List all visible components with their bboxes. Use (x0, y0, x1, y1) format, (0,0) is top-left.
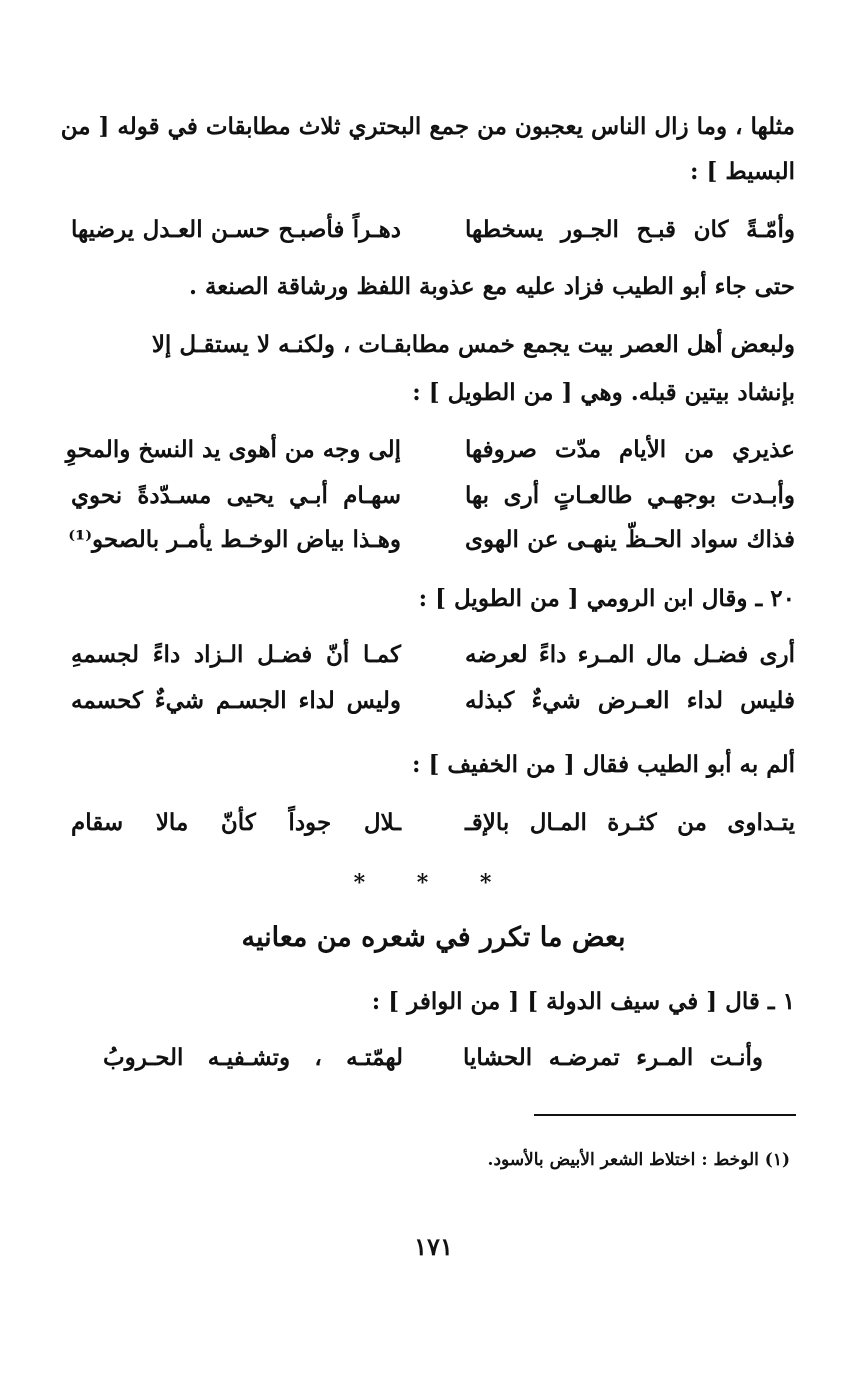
section-20-heading: ٢٠ ـ وقال ابن الرومي [ من الطويل ] : (418, 585, 795, 612)
section-separator-stars: * * * (353, 870, 514, 896)
verse-2-line-1 (65, 432, 795, 468)
verse-2-2-second-hemistich: سهـام أبـي يحيى مسـدّدةً نحوي (71, 482, 401, 509)
verse-1-second-hemistich: دهـراً فأصبـح حسـن العـدل يرضيها (71, 216, 401, 243)
verse-2-2-first-hemistich: وأبـدت بوجهـي طالعـاتٍ أرى بها (465, 482, 795, 509)
verse-5-second-hemistich: لهمّتـه ، وتشـفيـه الحـروبُ (103, 1044, 403, 1071)
verse-3-line-2 (71, 683, 795, 719)
intro-verse-4: ألم به أبو الطيب فقال [ من الخفيف ] : (411, 751, 795, 778)
paragraph-3-line-2: بإنشاد بيتين قبله. وهي [ من الطويل ] : (412, 379, 795, 406)
footnote: (١) الوخط : اختلاط الشعر الأبيض بالأسود. (487, 1150, 790, 1170)
paragraph-3-line-1: ولبعض أهل العصر بيت يجمع خمس مطابقـات ، ولكنـه لا يستقـل إلا (151, 331, 795, 358)
verse-3-2-second-hemistich: وليس لداء الجسـم شيءٌ كحسمه (71, 687, 401, 714)
verse-2-1-second-hemistich: إلى وجه من أهوى يد النسخ والمحوِ (65, 436, 401, 463)
paragraph-1-line-1: مثلها ، وما زال الناس يعجبون من جمع البحتري ثلاث مطابقات في قوله [ من (60, 113, 795, 140)
verse-2-line-2 (71, 478, 795, 514)
verse-3-1-first-hemistich: أرى فضـل مال المـرء داءً لعرضه (465, 641, 795, 668)
verse-2-line-3 (68, 522, 795, 558)
paragraph-2: حتى جاء أبو الطيب فزاد عليه مع عذوبة اللفظ ورشاقة الصنعة . (188, 273, 795, 300)
verse-2-1-first-hemistich: عذيري من الأيام مدّت صروفها (465, 436, 795, 463)
verse-5-first-hemistich: وأنـت المـرء تمرضـه الحشايا (463, 1044, 763, 1071)
verse-2-3-first-hemistich: فذاك سواد الحـظّ ينهـى عن الهوى (465, 526, 795, 553)
verse-4 (71, 805, 795, 841)
footnote-divider (534, 1114, 796, 1116)
verse-5 (103, 1040, 763, 1076)
verse-1 (71, 212, 795, 248)
verse-3-2-first-hemistich: فليس لداء العـرض شيءٌ كبذله (465, 687, 795, 714)
verse-1-first-hemistich: وأمّـةً كان قبـح الجـور يسخطها (465, 216, 795, 243)
page-number: ١٧١ (414, 1232, 453, 1261)
section-1-heading: ١ ـ قال [ في سيف الدولة ] [ من الوافر ] : (371, 988, 795, 1015)
verse-2-3-second-hemistich: وهـذا بياض الوخـط يأمـر بالصحو⁽¹⁾ (68, 526, 401, 553)
verse-3-1-second-hemistich: كمـا أنّ فضـل الـزاد داءً لجسمهِ (71, 641, 401, 668)
chapter-heading: بعض ما تكرر في شعره من معانيه (241, 922, 626, 953)
verse-3-line-1 (71, 637, 795, 673)
verse-4-first-hemistich: يتـداوى من كثـرة المـال بالإقـ (465, 809, 795, 836)
verse-4-second-hemistich: ـلال جوداً كأنّ مالا سقام (71, 809, 401, 836)
paragraph-1-line-2: البسيط ] : (689, 158, 795, 185)
